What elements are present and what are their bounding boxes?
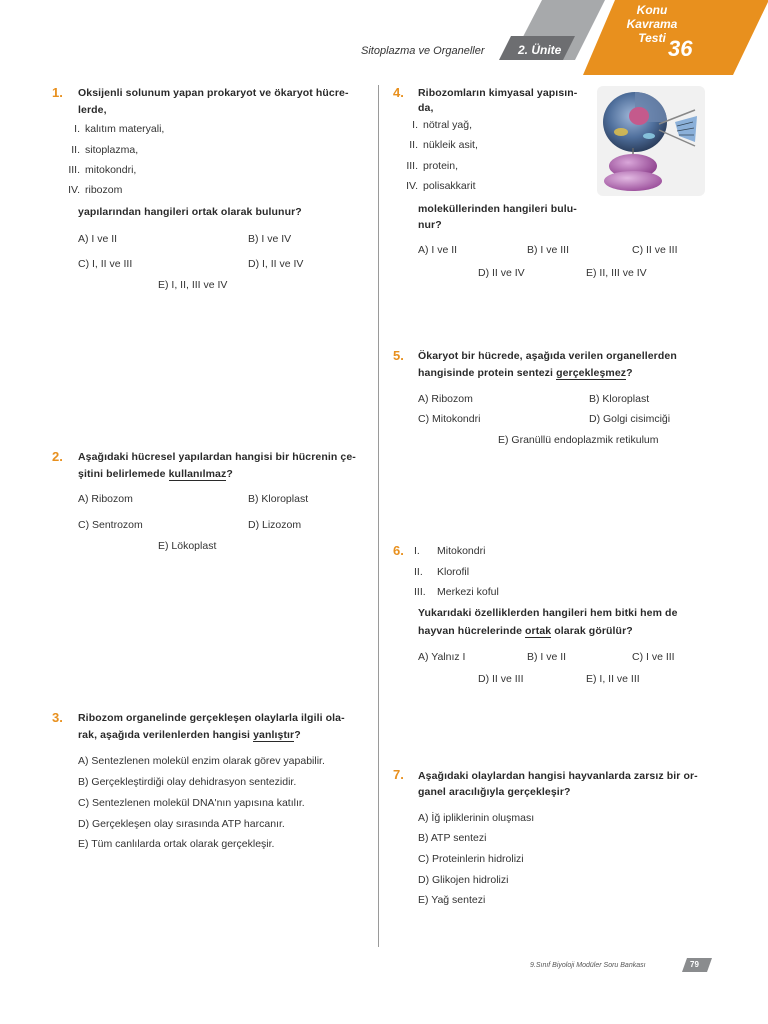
q3-option-a: A) Sentezlenen molekül enzim olarak görev yapabilir.: [78, 755, 325, 767]
q3-option-e: E) Tüm canlılarda ortak olarak gerçekleşir.: [78, 838, 275, 850]
q1-item-2-roman: II.: [71, 144, 80, 156]
q5-option-c: C) Mitokondri: [418, 413, 481, 425]
q4-option-d: D) II ve IV: [478, 267, 525, 279]
q7-option-d: D) Glikojen hidrolizi: [418, 874, 509, 886]
q6-stem-line2-post: olarak görülür?: [551, 625, 633, 637]
q2-option-d: D) Lizozom: [248, 519, 302, 531]
footer-book-title: 9.Sınıf Biyoloji Modüler Soru Bankası: [530, 962, 646, 969]
q4-stem-line2: da,: [418, 102, 434, 114]
q3-option-d: D) Gerçekleşen olay sırasında ATP harcanır.: [78, 818, 285, 830]
q4-item-4: [400, 180, 476, 192]
q6-item-2-text: Klorofil: [437, 566, 470, 578]
q7-stem-line2: ganel aracılığıyla gerçekleşir?: [418, 786, 571, 798]
q1-item-2-text: sitoplazma,: [85, 144, 139, 156]
q1-option-b: B) I ve IV: [248, 233, 292, 245]
footer-page-number: 79: [690, 960, 699, 969]
q1-option-a: A) I ve II: [78, 233, 118, 245]
header-subject: Sitoplazma ve Organeller: [361, 45, 485, 57]
q6-item-3-text: Merkezi koful: [437, 586, 499, 598]
q1-option-d: D) I, II ve IV: [248, 258, 304, 270]
q7-option-c: C) Proteinlerin hidrolizi: [418, 853, 524, 865]
q1-item-4: [62, 184, 122, 196]
q6-stem-line1: Yukarıdaki özelliklerden hangileri hem bitki hem de: [418, 607, 678, 619]
q5-option-b: B) Kloroplast: [589, 393, 650, 405]
q3-stem-underlined: yanlıştır: [253, 729, 295, 741]
q1-item-3-roman: III.: [68, 164, 80, 176]
q1-stem-line2: lerde,: [78, 104, 107, 116]
q6-option-b: B) I ve II: [527, 651, 567, 663]
q4-option-a: A) I ve II: [418, 244, 458, 256]
q2-option-a: A) Ribozom: [78, 493, 133, 505]
q3-option-b: B) Gerçekleştirdiği olay dehidrasyon sentezidir.: [78, 776, 297, 788]
q2-stem-line2-post: ?: [226, 468, 233, 480]
q1-item-2: [62, 144, 138, 156]
q2-stem-line2-pre: şitini belirlemede: [78, 468, 169, 480]
q4-option-b: B) I ve III: [527, 244, 570, 256]
q4-item-4-roman: IV.: [406, 180, 418, 192]
q5-stem-line2-pre: hangisinde protein sentezi: [418, 367, 557, 379]
q6-item-2: [414, 566, 469, 578]
q4-item-3-roman: III.: [406, 160, 418, 172]
q7-stem-line1: Aşağıdaki olaylardan hangisi hayvanlarda zarsız bir or-: [418, 770, 698, 782]
q1-option-e: E) I, II, III ve IV: [158, 279, 228, 291]
column-divider: [378, 85, 379, 947]
q2-option-c: C) Sentrozom: [78, 519, 143, 531]
q3-stem-line1: Ribozom organelinde gerçekleşen olaylarla ilgili ola-: [78, 712, 345, 724]
q3-number: 3.: [52, 710, 63, 725]
q4-stem-line1: Ribozomların kimyasal yapısın-: [418, 87, 578, 99]
q6-item-1: [414, 545, 485, 557]
ribosome-cell-illustration: [597, 86, 705, 196]
q5-option-d: D) Golgi cisimciği: [589, 413, 671, 425]
q6-number: 6.: [393, 543, 404, 558]
q1-number: 1.: [52, 85, 63, 100]
q6-option-e: E) I, II ve III: [586, 673, 640, 685]
q4-item-1: [400, 119, 472, 131]
q6-option-a: A) Yalnız I: [418, 651, 466, 663]
q4-number: 4.: [393, 85, 404, 100]
header-test-label-2: Kavrama: [626, 17, 678, 31]
q3-stem-line2-pre: rak, aşağıda verilenlerden hangisi: [78, 729, 254, 741]
q4-item-2: [400, 139, 478, 151]
q2-option-e: E) Lökoplast: [158, 540, 217, 552]
q3-option-c: C) Sentezlenen molekül DNA'nın yapısına katılır.: [78, 797, 305, 809]
q2-stem-line2: [78, 465, 233, 483]
q1-item-1-text: kalıtım materyali,: [85, 123, 165, 135]
q2-number: 2.: [52, 449, 63, 464]
q2-option-b: B) Kloroplast: [248, 493, 309, 505]
q7-option-a: A) İğ ipliklerinin oluşması: [418, 812, 535, 824]
q6-option-c: C) I ve III: [632, 651, 675, 663]
q5-option-e: E) Granüllü endoplazmik retikulum: [498, 434, 659, 446]
q3-stem-line2-post: ?: [294, 729, 301, 741]
q4-option-e: E) II, III ve IV: [586, 267, 647, 279]
q4-item-3-text: protein,: [423, 160, 459, 172]
header-unit: 2. Ünite: [518, 43, 562, 57]
q3-stem-line2: [78, 726, 301, 744]
q1-item-1-roman: I.: [74, 123, 80, 135]
q6-item-2-roman: II.: [414, 566, 423, 578]
q4-item-1-text: nötral yağ,: [423, 119, 473, 131]
q4-item-1-roman: I.: [412, 119, 418, 131]
q1-stem-line1: Oksijenli solunum yapan prokaryot ve ökaryot hücre-: [78, 87, 349, 99]
q5-stem-line2-post: ?: [626, 367, 633, 379]
q4-question-line2: nur?: [418, 219, 442, 231]
q4-item-3: [400, 160, 458, 172]
q6-option-d: D) II ve III: [478, 673, 524, 685]
header-test-label-1: Konu: [636, 3, 668, 17]
q1-item-1: [62, 123, 164, 135]
q6-stem-line2-pre: hayvan hücrelerinde: [418, 625, 526, 637]
q1-option-c: C) I, II ve III: [78, 258, 133, 270]
q4-item-4-text: polisakkarit: [423, 180, 476, 192]
q1-item-3-text: mitokondri,: [85, 164, 137, 176]
q4-item-2-roman: II.: [409, 139, 418, 151]
q5-option-a: A) Ribozom: [418, 393, 473, 405]
q1-item-4-roman: IV.: [68, 184, 80, 196]
q2-stem-line1: Aşağıdaki hücresel yapılardan hangisi bir hücrenin çe-: [78, 451, 356, 463]
q2-stem-underlined: kullanılmaz: [168, 468, 227, 480]
q1-item-3: [62, 164, 136, 176]
q1-question: yapılarından hangileri ortak olarak bulunur?: [78, 206, 302, 218]
q4-item-2-text: nükleik asit,: [423, 139, 478, 151]
q6-item-3: [414, 586, 499, 598]
header-test-number: 36: [668, 36, 693, 61]
q6-stem-underlined: ortak: [525, 625, 552, 637]
q5-stem-underlined: gerçekleşmez: [556, 367, 627, 379]
q4-option-c: C) II ve III: [632, 244, 678, 256]
q7-number: 7.: [393, 767, 404, 782]
q1-item-4-text: ribozom: [85, 184, 123, 196]
q6-item-1-text: Mitokondri: [437, 545, 486, 557]
q4-question-line1: moleküllerinden hangileri bulu-: [418, 203, 577, 215]
q5-stem-line2: [418, 364, 633, 382]
header-test-label-3: Testi: [638, 31, 666, 45]
q5-stem-line1: Ökaryot bir hücrede, aşağıda verilen organellerden: [418, 350, 677, 362]
q7-option-e: E) Yağ sentezi: [418, 894, 486, 906]
q7-option-b: B) ATP sentezi: [418, 832, 487, 844]
q6-item-3-roman: III.: [414, 586, 426, 598]
q5-number: 5.: [393, 348, 404, 363]
q6-stem-line2: [418, 622, 633, 640]
q6-item-1-roman: I.: [414, 545, 420, 557]
